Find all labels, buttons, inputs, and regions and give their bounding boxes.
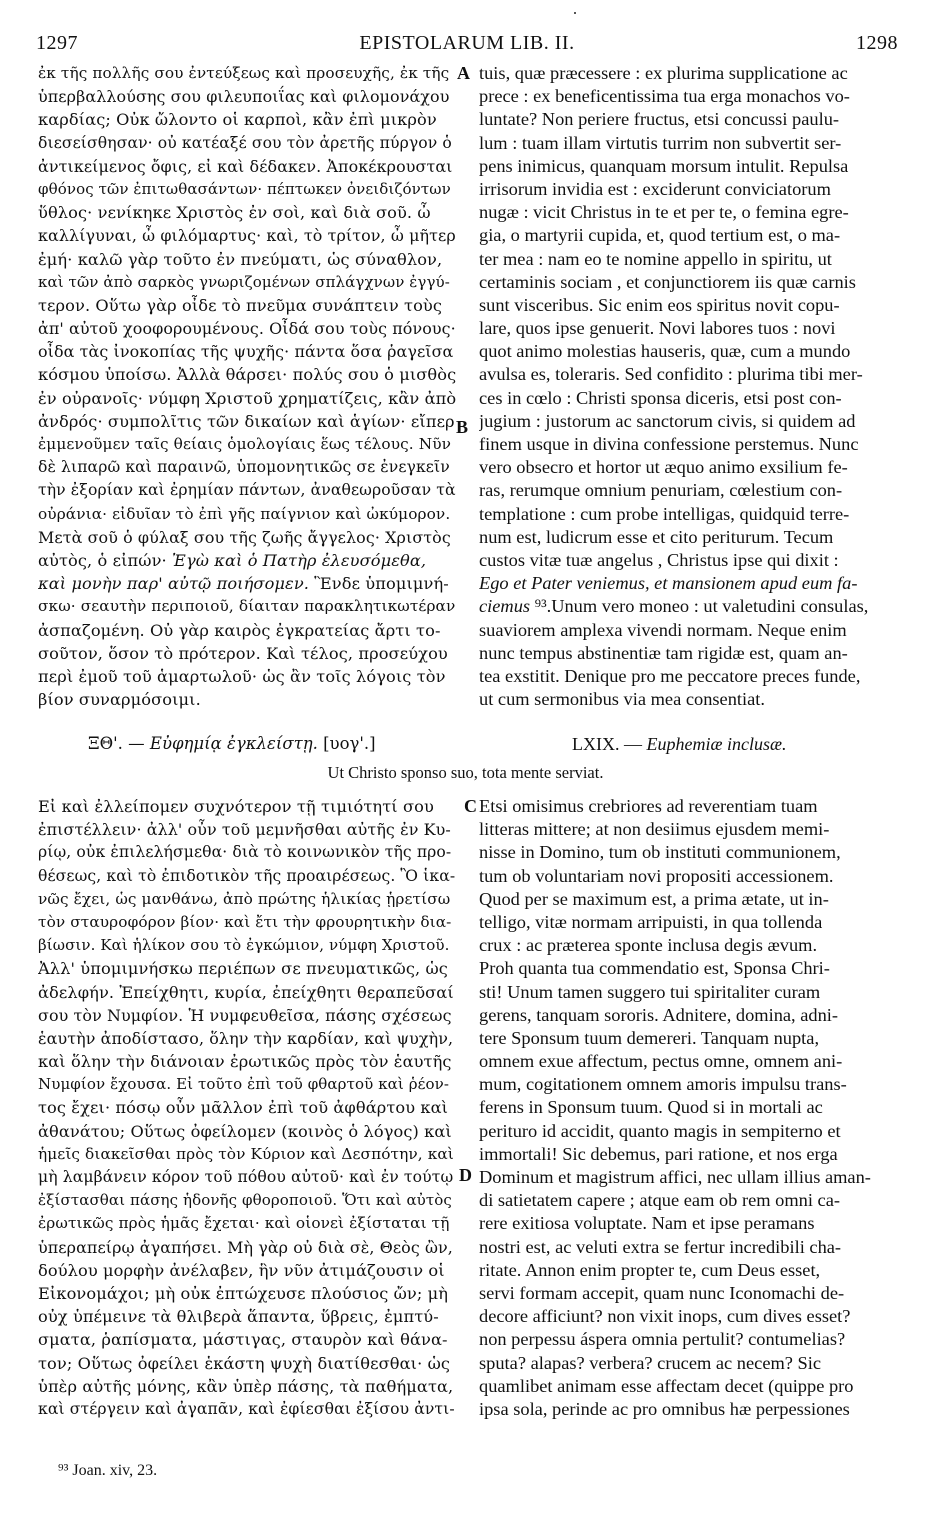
text-line: φθόνος τῶν ἐπιτωθασάντων· πέπτωκεν ὀνειδιζόντων — [38, 179, 451, 198]
latin-column-bottom — [479, 795, 899, 1421]
text-line: θέσεως, καὶ τὸ ἐπιδοτικὸν τῆς προαιρέσεως. Ὃ ἱκα- — [38, 866, 456, 885]
text-line: καὶ ὅλην τὴν διάνοιαν ἐρωτικῶς πρὸς τὸν ἑαυτῆς — [38, 1052, 452, 1072]
text-line: certaminis sociam , et conjunctiorem iis quæ carnis — [479, 271, 856, 292]
text-line: avulsa es, toleraris. Sed confidito : plurima tibi mer- — [479, 364, 863, 385]
greek-column-bottom — [38, 795, 458, 1421]
text-line: ἐμμενοῦμεν ταῖς θείαις ὁμολογίαις ἕως τέλους. Νῦν — [38, 435, 452, 453]
latin-letter-number: LXIX. — — [572, 734, 647, 754]
text-line: lum : tuam illam virtutis turrim non subvertit ser- — [479, 132, 842, 153]
text-line: jugium : justorum ac sanctorum civis, si quidem ad — [479, 410, 856, 431]
text-line: Etsi omisimus crebriores ad reverentiam tuam — [479, 796, 818, 816]
text-line: καὶ τῶν ἀπὸ σαρκὸς γνωριζομένων σπλάγχνων ἐγγύ- — [38, 272, 450, 291]
text-line: sti! Unum tamen suggero tui spiritaliter curam — [479, 981, 821, 1002]
running-title: EPISTOLARUM LIB. II. — [359, 32, 575, 54]
text-line: σκω· σεαυτὴν περιποιοῦ, δίαιταν παρακλητικωτέραν — [38, 597, 456, 616]
text-line: τον; Οὕτως ὀφείλει ἑκάστη ψυχὴ διατίθεσθαι· ὡς — [38, 1353, 451, 1373]
text-line: οὐράνια· εἰδυῖαν τὸ ἐπὶ γῆς παίγνιον καὶ ὠκύμορον. — [38, 504, 451, 523]
text-line: perituro id accidit, quanto magis in sempiterno et — [479, 1120, 841, 1141]
text-line: Εἰκονομάχοι; μὴ οὐκ ἐπτώχευσε πλούσιος ὤν; μὴ — [38, 1283, 449, 1303]
text-line: litteras mittere; at non desiimus ejusdem memi- — [479, 819, 830, 840]
text-line: tuis, quæ præcessere : ex plurima supplicatione ac — [479, 63, 848, 83]
text-line: τὴν ἐξορίαν καὶ ἐρημίαν πάντων, ἀναθεωροῦσαν τὰ — [38, 481, 456, 500]
text-line: σματα, ῥαπίσματα, μάστιγας, σταυρὸν καὶ θάνα- — [38, 1330, 448, 1350]
text-line: ἐρωτικῶς πρὸς ἡμᾶς ἔχεται· καὶ οἱονεὶ ἐξίσταται τῇ — [38, 1214, 450, 1233]
text-line: vero obsecro et hortor ut æquo animo exsilium fe- — [479, 457, 848, 478]
text-line: servi formam accepit, quam nunc Iconomachi de- — [479, 1282, 845, 1303]
text-line: ἐξίστασθαι πάσης ἡδονῆς φθοροποιοῦ. Ὅτι καὶ αὐτὸς — [38, 1191, 452, 1210]
text-line: τερον. Οὕτω γὰρ οἶδε τὸ πνεῦμα συνάπτειν τοὺς — [38, 295, 443, 315]
text-line: tere Sponsum tuum demereri. Tanquam nupta, — [479, 1027, 820, 1048]
text-line: ut cum sermonibus via mea consentiat. — [479, 689, 766, 710]
text-line: irrisorum invidia est : exciderunt conviciatorum — [479, 178, 831, 199]
margin-marker-b: B — [456, 417, 469, 437]
margin-marker-c: C — [464, 796, 477, 816]
text-line: rere exitiosa voluptate. Nam et ipse peramans — [479, 1213, 815, 1234]
text-line: tea exstitit. Denique pro me peccatore preces funde, — [479, 665, 861, 686]
letter-subtitle: Ut Christo sponso suo, tota mente serviat. — [327, 763, 604, 782]
text-line: ces in cœlo : Christi sponsa diceris, etsi post con- — [479, 387, 842, 408]
margin-marker-d: D — [459, 1165, 472, 1185]
text-line: omnem exue affectum, pectus omne, omnem ani- — [479, 1051, 843, 1072]
text-line: ὕθλος· νενίκηκε Χριστὸς ἐν σοὶ, καὶ διὰ σοῦ. ὦ — [38, 203, 431, 223]
text-line: lare, quos ipse genuerit. Novi labores tuos : novi — [479, 318, 836, 339]
text-line: Proh quanta tua commendatio est, Sponsa Chri- — [479, 958, 830, 979]
margin-marker-a: A — [457, 63, 470, 83]
text-line: καρδίας; Οὐκ ὤλοντο οἱ καρποὶ, κἂν ἐπὶ μικρὸν — [38, 110, 437, 130]
text-line: διεσείσθησαν· οὐ κατέαξέ σου τὸν ἀρετῆς πύργον ὁ — [38, 133, 452, 152]
text-line: crux : ac præterea sponte inclusa degis ævum. — [479, 935, 818, 956]
text-line: suaviorem amplexa vivendi normam. Neque enim — [479, 619, 847, 640]
text-line: ἀνδρός· συμπολῖτις τῶν δικαίων καὶ ἁγίων· εἴπερ — [38, 411, 455, 431]
text-line: οἶδα τὰς ἰνοκοπίας τῆς ψυχῆς· πάντα ὅσα ῥαγεῖσα — [38, 342, 454, 362]
text-line: αὐτὸς, ὁ εἰπών· Ἐγὼ καὶ ὁ Πατὴρ ἐλευσόμεθα, — [38, 550, 427, 570]
text-line: καλλίγυναι, ὦ φιλόμαρτυς· καὶ, τὸ τρίτον, ὦ μῆτερ — [38, 226, 456, 246]
text-line: ἐμή· καλῶ γὰρ τοῦτο ἐν πνεύματι, ὡς σύναθλον, — [38, 249, 443, 269]
text-line: nisse in Domino, tum ob instituti communionem, — [479, 842, 841, 863]
text-line: gia, o martyrii cupida, et, quod tertium est, o ma- — [479, 225, 841, 246]
text-line: immortali! Sic debemus, pari ratione, et nos erga — [479, 1143, 838, 1164]
text-line: κόσμου ὑποίσω. Ἀλλὰ θάρσει· πολύς σου ὁ μισθὸς — [38, 365, 457, 385]
latin-column-top — [479, 62, 899, 711]
text-line: σοῦτον, ὅσον τὸ πρότερον. Καὶ τέλος, προσεύχου — [38, 643, 448, 663]
text-line: ἀδελφήν. Ἐπείχθητι, κυρία, ἐπείχθητι θεραπεῦσαί — [38, 982, 454, 1002]
text-line: Νυμφίον ἔχουσα. Εἰ τοῦτο ἐπὶ τοῦ φθαρτοῦ καὶ ῥέον- — [38, 1075, 450, 1094]
text-line: non perpessu áspera omnia pertulit? contumelias? — [479, 1329, 846, 1350]
text-line: mum, cogitationem omnem amoris impulsu trans- — [479, 1074, 847, 1095]
text-line: ρίῳ, οὐκ ἐπιλελήσμεθα· διὰ τὸ κοινωνικὸν τῆς προ- — [38, 843, 452, 862]
text-line: ras, rerumque omnium penuriam, cœlestium con- — [479, 480, 843, 501]
text-line: ἡμεῖς διακεῖσθαι πρὸς τὸν Κύριον καὶ Δεσπότην, καὶ — [38, 1144, 454, 1163]
text-line: luntate? Non periere fructus, etsi concussi paulu- — [479, 109, 840, 130]
greek-letter-addressee: Εὐφημίᾳ ἐγκλείστῃ. — [149, 734, 318, 753]
text-line: δὲ λιπαρῶ καὶ παραινῶ, ὑπομονητικῶς σε ἐνεγκεῖν — [38, 458, 450, 477]
greek-letter-heading — [88, 734, 376, 753]
text-line: ἐκ τῆς πολλῆς σου ἐντεύξεως καὶ προσευχῆς, ἐκ τῆς — [38, 64, 450, 82]
text-line: finem usque in divina confessione perstemus. Nunc — [479, 434, 859, 454]
text-line: τος ἔχει· πόσῳ οὖν μᾶλλον ἐπὶ τοῦ ἀφθάρτου καὶ — [38, 1098, 449, 1118]
greek-letter-number: ΞΘ'. — — [88, 734, 150, 753]
text-line: quot animo molestias hauseris, quæ, cum a mundo — [479, 341, 851, 362]
text-line: ἀντικείμενος ὄφις, εἰ καὶ δέδακεν. Ἀποκέκρουσται — [38, 156, 453, 176]
text-line: sputa? alapas? verbera? crucem ac necem? Sic — [479, 1352, 822, 1373]
text-line: ter mea : nam eo te nomine appello in spiritu, ut — [479, 248, 832, 269]
text-line: num est, ludicrum esse et cito periturum. Tecum — [479, 526, 834, 547]
text-line: Μετὰ σοῦ ὁ φύλαξ σου τῆς ζωῆς ἄγγελος· Χριστὸς — [38, 527, 451, 547]
running-header — [36, 32, 898, 60]
text-line: Ἀλλ' ὑπομιμνήσκω περιέπων σε πνευματικῶς, ὡς — [38, 959, 448, 979]
text-line: ἐν οὐρανοῖς· νύμφη Χριστοῦ χρηματίζεις, κἂν ἀπὸ — [38, 388, 457, 408]
text-line: ἐπιστέλλειν· ἀλλ' οὖν τοῦ μεμνῆσθαι αὐτῆς ἐν Κυ- — [38, 820, 451, 840]
page-number-left: 1297 — [36, 32, 78, 54]
text-line: templatione : cum probe intelligas, quidquid terre- — [479, 503, 850, 524]
text-line: sunt visceribus. Sic enim eos spiritus novit copu- — [479, 294, 840, 315]
latin-letter-addressee: Euphemiæ inclusæ. — [646, 734, 787, 754]
text-line: decore afficiunt? non vixit inops, cum dives esset? — [479, 1306, 851, 1327]
text-line: περὶ ἐμοῦ τοῦ ἁμαρτωλοῦ· ὡς ἂν τοῖς λόγοις τὸν — [38, 666, 446, 686]
text-line: ἑαυτὴν ἀποδίστασο, ὅλην τὴν καρδίαν, καὶ ψυχὴν, — [38, 1028, 454, 1048]
text-line: ipsa sola, perinde ac pro omnibus hæ perpessiones — [479, 1398, 850, 1419]
text-line: ὑπὲρ αὐτῆς μόνης, κἂν ὑπὲρ πάσης, τὰ παθήματα, — [38, 1376, 454, 1396]
text-line: ἀπ' αὐτοῦ χοοφορουμένους. Οἶδά σου τοὺς πόνους· — [38, 319, 456, 339]
text-line: δούλου μορφὴν ἀνέλαβεν, ἣν νῦν ἀτιμάζουσιν οἱ — [38, 1260, 445, 1280]
text-line: nugæ : vicit Christus in te et per te, o femina egre- — [479, 202, 849, 223]
text-line: βίωσιν. Καὶ ἡλίκον σου τὸ ἐγκώμιον, νύμφη Χριστοῦ. — [38, 936, 450, 955]
text-line: prece : ex beneficentissima tua erga monachos vo- — [479, 86, 850, 107]
text-line: νῶς ἔχει, ὡς μανθάνω, ἀπὸ πρώτης ἡλικίας ᾑρετίσω — [38, 889, 451, 908]
footnote: ⁹³ Joan. xiv, 23. — [58, 1462, 158, 1479]
text-line: ἀσπαζομένη. Οὐ γὰρ καιρὸς ἐγκρατείας ἄρτι το- — [38, 620, 441, 640]
text-line: Ego et Pater veniemus, et mansionem apud eum fa- — [479, 573, 858, 594]
text-line: custos vitæ tuæ angelus , Christus ipse qui dixit : — [479, 549, 839, 570]
text-line: pens inimicus, quanquam morsum intulit. Repulsa — [479, 155, 849, 176]
text-line: ἀθανάτου; Οὕτως ὀφείλομεν (κοινὸς ὁ λόγος) καὶ — [38, 1121, 452, 1141]
text-line: di satietatem capere ; atque eam ob rem omni ca- — [479, 1190, 841, 1211]
text-line: βίον συναρμόσοιμι. — [38, 690, 201, 710]
text-line: καὶ μονὴν παρ' αὐτῷ ποιήσομεν. Ἓνδε ὑπομιμνή- — [38, 574, 449, 594]
text-line: gerens, tanquam sororis. Adnitere, domina, adni- — [479, 1004, 839, 1025]
text-line: Dominum et magistrum affici, nec ullam illius aman- — [479, 1167, 871, 1187]
text-line: tum ob voluntariam novi propositi accessionem. — [479, 865, 834, 886]
text-line: οὐχ ὑπέμεινε τὰ θλιβερὰ ἅπαντα, ὕβρεις, ἐμπτύ- — [38, 1307, 439, 1327]
text-line: quamlibet animam esse affectam decet (quippe pro — [479, 1375, 854, 1396]
text-line: καὶ στέργειν καὶ ἀγαπᾶν, καὶ ἐφίεσθαι ἐξίσου ἀντι- — [38, 1399, 455, 1418]
text-line: nostri est, ac veluti extra se fertur incredibili cha- — [479, 1236, 842, 1257]
text-line: τὸν σταυροφόρον βίον· καὶ ἔτι τὴν φρουρητικὴν δια- — [38, 912, 452, 931]
text-line: ὑπεραπείρῳ ἀγαπήσει. Μὴ γὰρ οὐ διὰ σὲ, Θεὸς ὢν, — [38, 1237, 453, 1257]
text-line: nunc tempus abstinentiæ tam rigidæ est, quam an- — [479, 642, 848, 663]
latin-letter-heading — [572, 734, 787, 755]
text-line: ritate. Annon enim propter te, cum Deus esset, — [479, 1259, 821, 1280]
text-line: Εἰ καὶ ἐλλείπομεν συχνότερον τῇ τιμιότητί σου — [38, 797, 434, 816]
text-line: μὴ λαμβάνειν κόρον τοῦ πόθου αὐτοῦ· καὶ ἐν τούτῳ — [38, 1168, 454, 1186]
greek-column-top — [38, 62, 458, 711]
page-number-right: 1298 — [856, 32, 898, 54]
text-line: telligo, vitæ normam arripuisti, in qua tollenda — [479, 911, 823, 932]
text-line: σου τὸν Νυμφίον. Ἡ νυμφευθεῖσα, πάσης σχέσεως — [38, 1005, 452, 1025]
greek-letter-ref: [υογ'.] — [317, 734, 376, 753]
text-line: ὑπερβαλλούσης σου φιλευποιΐας καὶ φιλομονάχου — [38, 87, 450, 107]
text-line: ferens in Sponsum tuum. Quod si in mortali ac — [479, 1097, 823, 1118]
print-speck — [574, 12, 576, 14]
text-line: Quod per se maximum est, a prima ætate, ut in- — [479, 888, 829, 909]
text-line: ciemus ⁹³.Unum vero moneo : ut valetudini consulas, — [479, 596, 869, 617]
